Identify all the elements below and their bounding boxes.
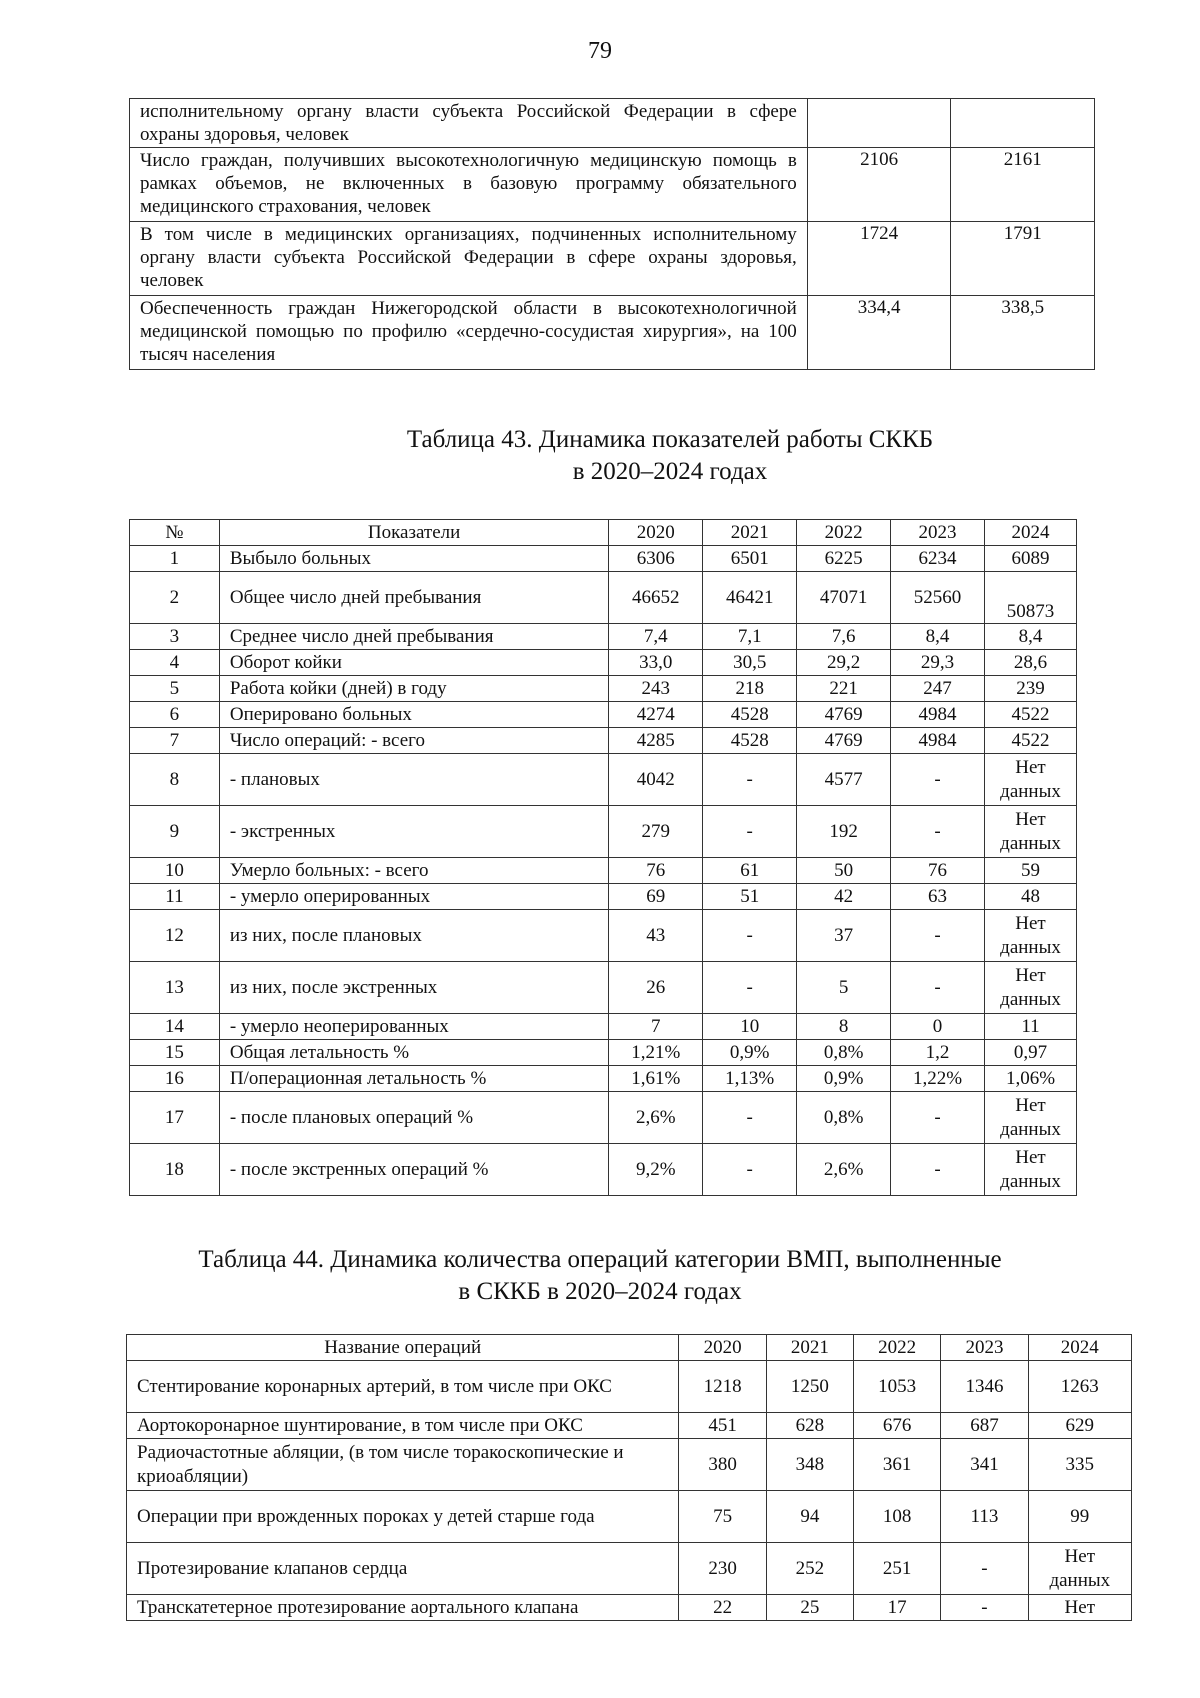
value-cell: - (891, 754, 985, 806)
value-cell: 6089 (985, 546, 1077, 572)
row-number: 13 (130, 962, 220, 1014)
table-row (130, 572, 1077, 624)
value-cell: 348 (766, 1439, 853, 1491)
value-cell: 7,4 (609, 624, 703, 650)
value-cell: 451 (679, 1413, 766, 1439)
no-data-cell: Нет данных (985, 754, 1077, 806)
table-row (130, 1066, 1077, 1092)
operation-name: Стентирование коронарных артерий, в том числе при ОКС (127, 1361, 679, 1413)
table-row (127, 1595, 1132, 1621)
operation-name: Радиочастотные абляции, (в том числе торакоскопические и криоабляции) (127, 1439, 679, 1491)
value-cell: 218 (703, 676, 797, 702)
table-row (127, 1491, 1132, 1543)
value-cell: 6234 (891, 546, 985, 572)
value-cell: 4769 (797, 702, 891, 728)
value-cell: 69 (609, 884, 703, 910)
header-cell: 2022 (854, 1335, 941, 1361)
value-cell: - (941, 1595, 1028, 1621)
value-cell: 94 (766, 1491, 853, 1543)
value-cell: - (891, 1144, 985, 1196)
value-cell: 1218 (679, 1361, 766, 1413)
row-number: 9 (130, 806, 220, 858)
value-cell: 239 (985, 676, 1077, 702)
value-cell: 251 (854, 1543, 941, 1595)
indicator-label: - после плановых операций % (219, 1092, 608, 1144)
indicator-label: Оборот койки (219, 650, 608, 676)
value-cell: 113 (941, 1491, 1028, 1543)
table-row (127, 1413, 1132, 1439)
value-cell: 0 (891, 1014, 985, 1040)
value-cell: 0,8% (797, 1040, 891, 1066)
value-cell: 1,22% (891, 1066, 985, 1092)
value-cell: 4285 (609, 728, 703, 754)
value-cell: 17 (854, 1595, 941, 1621)
value-cell: 48 (985, 884, 1077, 910)
value-cell: 8,4 (985, 624, 1077, 650)
indicator-label: П/операционная летальность % (219, 1066, 608, 1092)
table-row (130, 962, 1077, 1014)
value-cell: 8,4 (891, 624, 985, 650)
indicator-label: Оперировано больных (219, 702, 608, 728)
indicator-label: Выбыло больных (219, 546, 608, 572)
table-row (130, 546, 1077, 572)
row-number: 11 (130, 884, 220, 910)
header-cell: № (130, 520, 220, 546)
indicator-label: - после экстренных операций % (219, 1144, 608, 1196)
indicator-label: из них, после плановых (219, 910, 608, 962)
value-cell: 99 (1028, 1491, 1131, 1543)
value-cell: - (703, 806, 797, 858)
row-number: 17 (130, 1092, 220, 1144)
value-cell: 28,6 (985, 650, 1077, 676)
indicator-label: Работа койки (дней) в году (219, 676, 608, 702)
value-cell: - (941, 1543, 1028, 1595)
table-header-row (127, 1335, 1132, 1361)
value-cell: 1346 (941, 1361, 1028, 1413)
value-cell: 47071 (797, 572, 891, 624)
value-cell: 4274 (609, 702, 703, 728)
header-cell: 2021 (766, 1335, 853, 1361)
table-44 (126, 1334, 1132, 1621)
value-cell: 26 (609, 962, 703, 1014)
value-cell: 76 (891, 858, 985, 884)
no-data-cell: Нет данных (1028, 1543, 1131, 1595)
value-cell: 52560 (891, 572, 985, 624)
row-number: 15 (130, 1040, 220, 1066)
value-cell: - (703, 754, 797, 806)
value-cell: 687 (941, 1413, 1028, 1439)
value-cell: - (703, 1144, 797, 1196)
value-cell: 628 (766, 1413, 853, 1439)
value-cell: 37 (797, 910, 891, 962)
indicator-label: Число граждан, получивших высокотехнологичную медицинскую помощь в рамках объемов, не включенных в базовую программу обязательного медицинского страхования, человек (130, 148, 808, 222)
indicator-label: Общее число дней пребывания (219, 572, 608, 624)
value-cell: 0,9% (703, 1040, 797, 1066)
operation-name: Операции при врожденных пороках у детей старше года (127, 1491, 679, 1543)
value-cell (951, 99, 1095, 148)
value-cell: - (703, 1092, 797, 1144)
indicator-label: - экстренных (219, 806, 608, 858)
indicator-label: исполнительному органу власти субъекта Российской Федерации в сфере охраны здоровья, человек (130, 99, 808, 148)
caption-line: Таблица 43. Динамика показателей работы СККБ (406, 426, 934, 453)
value-cell: 63 (891, 884, 985, 910)
no-data-cell: Нет данных (985, 1144, 1077, 1196)
value-cell: 108 (854, 1491, 941, 1543)
value-cell: 4042 (609, 754, 703, 806)
value-cell: 6306 (609, 546, 703, 572)
value-cell: 11 (985, 1014, 1077, 1040)
caption-line: в 2020–2024 годах (572, 458, 768, 485)
value-cell: - (703, 962, 797, 1014)
table-row (130, 1040, 1077, 1066)
row-number: 8 (130, 754, 220, 806)
value-cell: 4984 (891, 702, 985, 728)
indicator-label: Обеспеченность граждан Нижегородской области в высокотехнологичной медицинской помощью по профилю «сердечно-сосудистая хирургия», на 100 тысяч населения (130, 296, 808, 370)
value-cell: - (703, 910, 797, 962)
value-cell: 2161 (951, 148, 1095, 222)
value-cell: 33,0 (609, 650, 703, 676)
indicator-label: В том числе в медицинских организациях, подчиненных исполнительному органу власти субъекта Российской Федерации в сфере охраны здоровья, человек (130, 222, 808, 296)
value-cell: 335 (1028, 1439, 1131, 1491)
value-cell: 46652 (609, 572, 703, 624)
no-data-cell: Нет данных (985, 962, 1077, 1014)
value-cell: 4769 (797, 728, 891, 754)
table-row (130, 296, 1095, 370)
operation-name: Протезирование клапанов сердца (127, 1543, 679, 1595)
value-cell: - (891, 962, 985, 1014)
value-cell: 341 (941, 1439, 1028, 1491)
value-cell: 4528 (703, 702, 797, 728)
table-row (130, 858, 1077, 884)
value-cell: 4528 (703, 728, 797, 754)
table-row (130, 806, 1077, 858)
value-cell: 30,5 (703, 650, 797, 676)
value-cell: 4984 (891, 728, 985, 754)
header-cell: Показатели (219, 520, 608, 546)
table-row (130, 222, 1095, 296)
header-cell: 2020 (679, 1335, 766, 1361)
row-number: 3 (130, 624, 220, 650)
table-row (130, 910, 1077, 962)
header-cell: 2024 (985, 520, 1077, 546)
value-cell: 75 (679, 1491, 766, 1543)
value-cell: 1724 (807, 222, 951, 296)
row-number: 7 (130, 728, 220, 754)
value-cell: 243 (609, 676, 703, 702)
value-cell: 252 (766, 1543, 853, 1595)
value-cell: 61 (703, 858, 797, 884)
value-cell: 4522 (985, 728, 1077, 754)
table-row (130, 754, 1077, 806)
value-cell (807, 99, 951, 148)
indicator-label: - умерло неоперированных (219, 1014, 608, 1040)
no-data-cell: Нет данных (985, 910, 1077, 962)
table-43 (129, 519, 1077, 1196)
value-cell: 42 (797, 884, 891, 910)
value-cell: 221 (797, 676, 891, 702)
header-cell: 2023 (941, 1335, 1028, 1361)
value-cell: 51 (703, 884, 797, 910)
table-42-continuation (129, 98, 1095, 370)
row-number: 10 (130, 858, 220, 884)
row-number: 6 (130, 702, 220, 728)
value-cell: - (891, 910, 985, 962)
table-row (130, 650, 1077, 676)
table-row (130, 728, 1077, 754)
value-cell: 2,6% (797, 1144, 891, 1196)
no-data-cell: Нет данных (985, 1092, 1077, 1144)
value-cell: 1263 (1028, 1361, 1131, 1413)
indicator-label: Среднее число дней пребывания (219, 624, 608, 650)
value-cell: 7,6 (797, 624, 891, 650)
table-row (130, 676, 1077, 702)
value-cell: 8 (797, 1014, 891, 1040)
indicator-label: Число операций: - всего (219, 728, 608, 754)
value-cell: 50873 (985, 572, 1077, 624)
table-row (130, 1144, 1077, 1196)
operation-name: Транскатетерное протезирование аортального клапана (127, 1595, 679, 1621)
value-cell: 1,06% (985, 1066, 1077, 1092)
value-cell: - (891, 1092, 985, 1144)
value-cell: 7,1 (703, 624, 797, 650)
indicator-label: Общая летальность % (219, 1040, 608, 1066)
value-cell: 4577 (797, 754, 891, 806)
value-cell: 7 (609, 1014, 703, 1040)
table-header-row (130, 520, 1077, 546)
operation-name: Аортокоронарное шунтирование, в том числе при ОКС (127, 1413, 679, 1439)
value-cell: 0,8% (797, 1092, 891, 1144)
table-row (130, 624, 1077, 650)
indicator-label: из них, после экстренных (219, 962, 608, 1014)
header-cell: 2022 (797, 520, 891, 546)
caption-line: в СККБ в 2020–2024 годах (458, 1278, 742, 1305)
value-cell: 43 (609, 910, 703, 962)
header-cell: 2024 (1028, 1335, 1131, 1361)
value-cell: 1,61% (609, 1066, 703, 1092)
value-cell: 279 (609, 806, 703, 858)
value-cell: 22 (679, 1595, 766, 1621)
value-cell: 6501 (703, 546, 797, 572)
value-cell: 0,97 (985, 1040, 1077, 1066)
table-row (130, 884, 1077, 910)
value-cell: 29,2 (797, 650, 891, 676)
row-number: 14 (130, 1014, 220, 1040)
value-cell: 1,21% (609, 1040, 703, 1066)
value-cell: - (891, 806, 985, 858)
value-cell: 4522 (985, 702, 1077, 728)
value-cell: 25 (766, 1595, 853, 1621)
table-row (130, 99, 1095, 148)
value-cell: 5 (797, 962, 891, 1014)
no-data-cell: Нет данных (985, 806, 1077, 858)
page-number: 79 (588, 38, 612, 64)
value-cell: 1,2 (891, 1040, 985, 1066)
value-cell: 59 (985, 858, 1077, 884)
caption-line: Таблица 44. Динамика количества операций категории ВМП, выполненные (198, 1246, 1002, 1273)
table-row (130, 1014, 1077, 1040)
table-row (130, 148, 1095, 222)
header-cell: 2023 (891, 520, 985, 546)
value-cell: 76 (609, 858, 703, 884)
table-44-caption (0, 1244, 1200, 1308)
value-cell: 1,13% (703, 1066, 797, 1092)
row-number: 1 (130, 546, 220, 572)
value-cell: 1250 (766, 1361, 853, 1413)
row-number: 4 (130, 650, 220, 676)
value-cell: 192 (797, 806, 891, 858)
value-cell: 1791 (951, 222, 1095, 296)
value-cell: 2,6% (609, 1092, 703, 1144)
header-cell: 2021 (703, 520, 797, 546)
row-number: 16 (130, 1066, 220, 1092)
table-row (127, 1439, 1132, 1491)
value-cell: 6225 (797, 546, 891, 572)
indicator-label: - плановых (219, 754, 608, 806)
table-row (130, 702, 1077, 728)
row-number: 5 (130, 676, 220, 702)
table-row (127, 1361, 1132, 1413)
table-row (127, 1543, 1132, 1595)
value-cell: 334,4 (807, 296, 951, 370)
value-cell: 9,2% (609, 1144, 703, 1196)
value-cell: 676 (854, 1413, 941, 1439)
indicator-label: - умерло оперированных (219, 884, 608, 910)
value-cell: 230 (679, 1543, 766, 1595)
header-cell: 2020 (609, 520, 703, 546)
row-number: 12 (130, 910, 220, 962)
value-cell: 46421 (703, 572, 797, 624)
value-cell: 247 (891, 676, 985, 702)
value-cell: 50 (797, 858, 891, 884)
value-cell: Нет (1028, 1595, 1131, 1621)
table-row (130, 1092, 1077, 1144)
value-cell: 1053 (854, 1361, 941, 1413)
value-cell: 629 (1028, 1413, 1131, 1439)
value-cell: 2106 (807, 148, 951, 222)
value-cell: 29,3 (891, 650, 985, 676)
value-cell: 0,9% (797, 1066, 891, 1092)
value-cell: 361 (854, 1439, 941, 1491)
header-cell: Название операций (127, 1335, 679, 1361)
value-cell: 338,5 (951, 296, 1095, 370)
indicator-label: Умерло больных: - всего (219, 858, 608, 884)
value-cell: 10 (703, 1014, 797, 1040)
value-cell: 380 (679, 1439, 766, 1491)
row-number: 18 (130, 1144, 220, 1196)
table-43-caption (70, 424, 1200, 488)
row-number: 2 (130, 572, 220, 624)
